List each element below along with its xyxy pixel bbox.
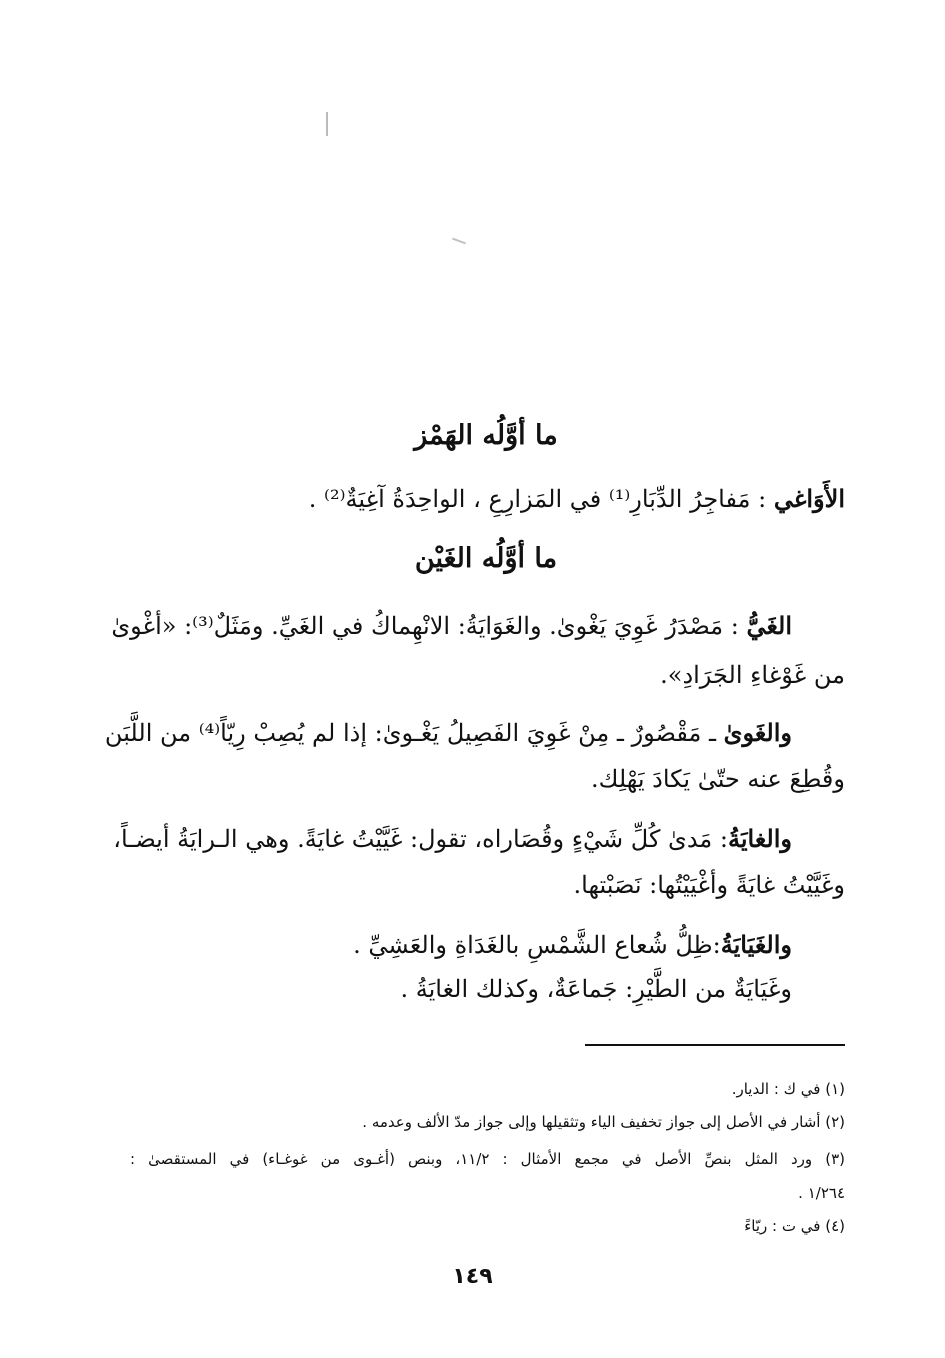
entry-ghaya-line1 [113, 822, 792, 856]
entry-text: ـ مَقْصُورٌ ـ مِنْ غَوِيَ الفَصِيلُ يَغْـوىٰ: إذا لم يُصِبْ رِيّاً⁽⁴⁾ من اللَّبَن [104, 719, 724, 747]
entry-ghaya-line2: وغَيَّيْتُ غايَةً وأغْيَيْتُها: نَصَبْتها. [573, 871, 845, 899]
entry-ghayaya [353, 928, 792, 962]
page-number: ١٤٩ [452, 1264, 493, 1289]
footnote-3-line2: ١/٢٦٤ . [798, 1184, 845, 1202]
entry-text: من الطَّيْرِ: جَماعَةٌ، وكذلك الغايَةُ . [400, 975, 734, 1003]
scan-speck [326, 112, 328, 136]
section-heading-hamz: ما أوَّلُه الهَمْز [414, 420, 558, 451]
entry-text: :ظِلُّ شُعاع الشَّمْسِ بالغَدَاةِ والعَشِيِّ . [353, 931, 721, 959]
entry-ghayy-line2: من غَوْغاءِ الجَرَادِ». [660, 661, 845, 689]
entry-ghayy-line1 [111, 609, 792, 643]
entry-term: والغَيَايَةُ [720, 930, 792, 959]
footnote-separator [585, 1044, 845, 1046]
footnote-2: (٢) أشار في الأصل إلى جواز تخفيف الياء وتثقيلها وإلى جواز مدّ الألف وعدمه . [362, 1113, 845, 1131]
section-heading-ghain: ما أوَّلُه الغَيْن [414, 543, 558, 574]
entry-term: والغَوىٰ [723, 718, 792, 747]
entry-ghawa-line1 [104, 716, 792, 750]
entry-text: : مَفاجِرُ الدِّبَارِ⁽¹⁾ في المَزارِعِ ، الواحِدَةُ آغِيَةٌ⁽²⁾ . [308, 485, 774, 513]
entry-term: الغَيُّ [746, 611, 792, 640]
entry-awaghi [309, 482, 845, 516]
footnote-3-line1: (٣) ورد المثل بنصِّ الأصل في مجمع الأمثال : ١١/٢، وبنص (أغـوى من غوغـاء) في المستقصىٰ : [130, 1150, 845, 1168]
entry-text: : مَصْدَرُ غَوِيَ يَغْوىٰ. والغَوَايَةُ: الانْهِماكُ في الغَيِّ. ومَثَلٌ⁽³⁾: «أغْوىٰ [111, 612, 747, 640]
footnote-1: (١) في ك : الديار. [731, 1080, 845, 1098]
entry-text: : مَدىٰ كُلِّ شَيْءٍ وقُصَاراه، تقول: غَيَّيْتُ غايَةً. وهي الـرايَةُ أيضـاً، [113, 825, 728, 853]
entry-term: الأَوَاغي [773, 484, 845, 513]
entry-ghawa-line2: وقُطِعَ عنه حتّىٰ يَكادَ يَهْلِك. [590, 765, 845, 793]
entry-term: والغايَةُ [727, 824, 792, 853]
entry-ghayaya-tayr [400, 972, 792, 1006]
scan-speck [452, 238, 466, 245]
footnote-4: (٤) في ت : ريّاءً [744, 1217, 845, 1235]
entry-term: وغَيَايَةٌ [733, 975, 792, 1003]
